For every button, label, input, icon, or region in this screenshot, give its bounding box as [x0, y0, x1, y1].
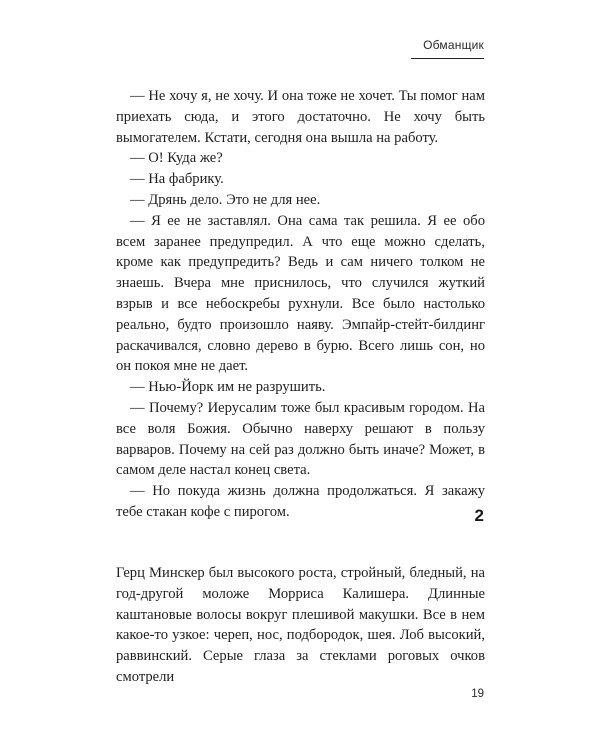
paragraph: — Нью-Йорк им не разрушить.: [130, 379, 326, 396]
paragraph: — Я ее не заставлял. Она сама так решила. Я ее обо всем заранее предупредил. А что еще можно сделать, кроме как предупредить? Ведь и сам ничего толком не знаешь. Вчера мне приснилось, что случился жуткий взрыв и все небоскребы рухнули. Все было настолько реально, будто произошло наяву. Эмпайр-стейт-билдинг раскачивался, словно дерево в бурю. Всего лишь сон, но он покоя мне не дает.: [116, 212, 485, 375]
running-title-rule: [411, 58, 484, 59]
page-number: 19: [471, 688, 484, 700]
paragraph: — О! Куда же?: [130, 150, 223, 167]
paragraph: — Но покуда жизнь должна продолжаться. Я закажу тебе стакан кофе с пирогом.: [116, 483, 485, 520]
paragraph: — Не хочу я, не хочу. И она тоже не хочет. Ты помог нам приехать сюда, и этого достаточно. Не хочу быть вымогателем. Кстати, сегодня она вышла на работу.: [116, 88, 485, 146]
paragraph: — Почему? Иерусалим тоже был красивым городом. На все воля Божия. Обычно наверху решают в пользу варваров. Почему на сей раз должно быть иначе? Может, в самом деле настал конец света.: [116, 399, 485, 479]
paragraph: — Дрянь дело. Это не для нее.: [130, 191, 321, 208]
chapter-opening-block: [116, 563, 485, 688]
dialogue-block: [116, 86, 485, 523]
chapter-opening-paragraph: Герц Минскер был высокого роста, стройный, бледный, на год-другой моложе Морриса Калишера. Длинные каштановые волосы вокруг плешивой макушки. Все в нем какое-то узкое: череп, нос, подбородок, шея. Лоб высокий, раввинский. Серые глаза за стеклами роговых очков смотрели: [116, 565, 485, 685]
running-title: Обманщик: [423, 38, 484, 52]
paragraph: — На фабрику.: [130, 171, 224, 188]
chapter-number: 2: [474, 506, 484, 525]
